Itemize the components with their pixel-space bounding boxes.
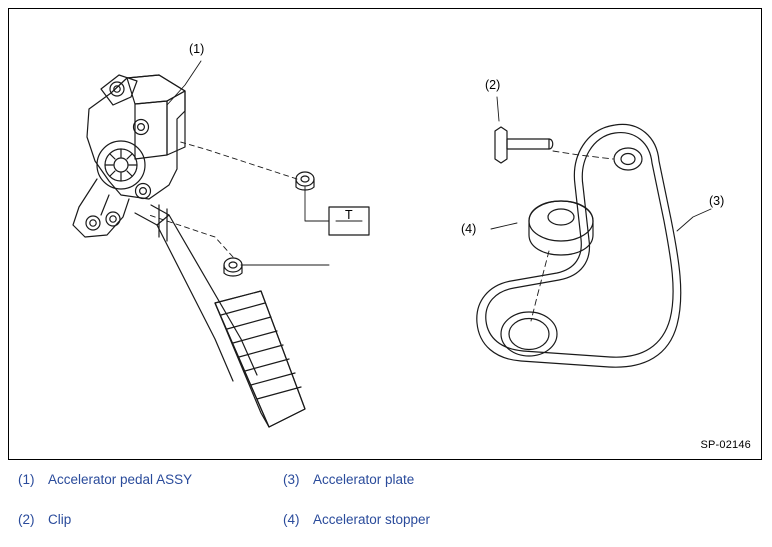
legend-item-3-label: Accelerator plate [313, 472, 415, 487]
torque-box-label: T [345, 208, 353, 222]
legend-item-1-label: Accelerator pedal ASSY [48, 472, 193, 487]
legend-item-4-label: Accelerator stopper [313, 512, 431, 527]
leader-lines [149, 61, 711, 321]
legend-item-4-number: (4) [283, 512, 300, 527]
accelerator-plate-drawing [477, 124, 681, 367]
legend-item-2-label: Clip [48, 512, 72, 527]
legend-item-2-number: (2) [18, 512, 35, 527]
legend-item-4 [283, 512, 430, 527]
legend-item-1-number: (1) [18, 472, 35, 487]
legend-item-3 [283, 472, 414, 487]
legend [8, 462, 762, 540]
accelerator-pedal-assembly-drawing [73, 75, 314, 427]
callout-1: (1) [189, 42, 205, 56]
legend-item-2 [18, 512, 71, 527]
figure-frame [8, 8, 762, 460]
figure-code: SP-02146 [700, 439, 751, 451]
callout-3: (3) [709, 194, 725, 208]
exploded-parts-diagram [9, 9, 763, 461]
legend-item-3-number: (3) [283, 472, 300, 487]
legend-item-1 [18, 472, 192, 487]
callout-2: (2) [485, 78, 501, 92]
callout-4: (4) [461, 222, 477, 236]
